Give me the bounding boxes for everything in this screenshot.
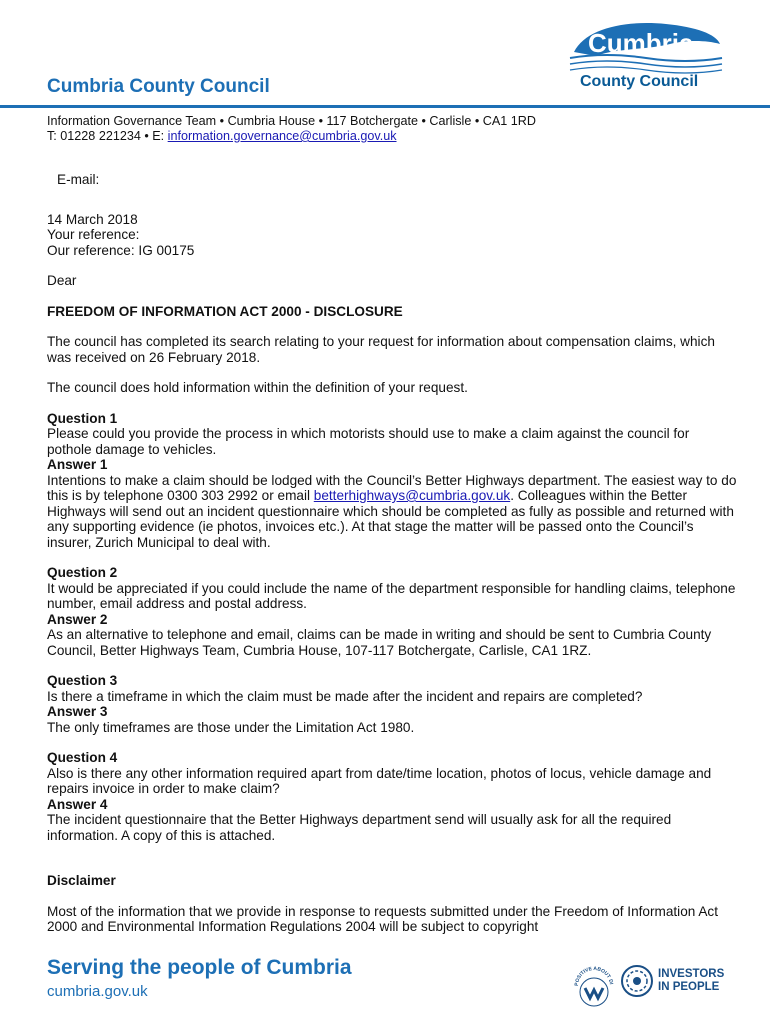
answer-1-label: Answer 1 [47, 457, 108, 472]
answer-1-text-end: . Colleagues within the Better Highways will send out an incident questionnaire which should be completed as fully as possible and returned with any supporting evidence (ie photos, invoices etc.). At that stage the matter will be passed onto the Council’s insurer, Zurich Municipal to deal with. [47, 488, 734, 550]
page-title: Cumbria County Council [47, 76, 270, 97]
answer-4-text: The incident questionnaire that the Better Highways department send will usually ask for all the required information. A copy of this is attached. [47, 812, 672, 843]
answer-2-text: As an alternative to telephone and email, claims can be made in writing and should be sent to Cumbria County Council, Better Highways Team, Cumbria House, 107-117 Botchergate, Carlisle, CA1 1RZ. [47, 627, 712, 658]
logo-word: Cumbria [588, 28, 694, 58]
disclaimer-text: Most of the information that we provide in response to requests submitted under the Freedom of Information Act 2000 and Environmental Information Regulations 2004 will be subject to copyright [47, 903, 718, 934]
intro-paragraph-2: The council does hold information within the definition of your request. [47, 380, 468, 395]
iip-line-2: IN PEOPLE [658, 980, 720, 993]
question-1-label: Question 1 [47, 410, 118, 426]
disability-badge [572, 964, 616, 1008]
question-3-text: Is there a timeframe in which the claim must be made after the incident and repairs are completed? [47, 688, 643, 704]
question-3-label: Question 3 [47, 673, 118, 688]
contact-phone-email [47, 129, 536, 144]
contact-phone: T: 01228 221234 • E: [47, 129, 168, 143]
contact-address: Information Governance Team • Cumbria House • 117 Botchergate • Carlisle • CA1 1RD [47, 114, 536, 128]
answer-1-text-start: Intentions to make a claim should be lodged with the Council’s Better Highways department. The easiest way to do this is by telephone 0300 303 2992 or email [47, 472, 737, 503]
contact-email-link[interactable]: information.governance@cumbria.gov.uk [167, 129, 397, 143]
answer-3-label: Answer 3 [47, 704, 108, 719]
better-highways-email-link[interactable]: betterhighways@cumbria.gov.uk [313, 488, 511, 503]
contact-block [47, 114, 536, 144]
badge-text: POSITIVE ABOUT DI [573, 965, 614, 987]
letter-heading: FREEDOM OF INFORMATION ACT 2000 - DISCLOSURE [47, 303, 403, 319]
header-divider [0, 105, 770, 108]
email-label: E-mail: [57, 172, 100, 187]
footer-slogan: Serving the people of Cumbria [47, 956, 352, 979]
logo-subtitle: County Council [580, 73, 699, 90]
question-2-label: Question 2 [47, 565, 118, 580]
question-4-label: Question 4 [47, 750, 118, 765]
disclaimer-heading: Disclaimer [47, 873, 116, 888]
footer-url-link[interactable]: cumbria.gov.uk [47, 983, 148, 1000]
our-reference: Our reference: IG 00175 [47, 242, 195, 258]
salutation: Dear [47, 273, 77, 288]
answer-3-text: The only timeframes are those under the Limitation Act 1980. [47, 719, 415, 735]
iip-line-1: INVESTORS [658, 968, 725, 980]
letter-body [47, 172, 737, 935]
question-4-text: Also is there any other information required apart from date/time location, photos of locus, vehicle damage and repairs invoice in order to make claim? [47, 765, 712, 796]
question-1-text: Please could you provide the process in which motorists should use to make a claim against the council for pothole damage to vehicles. [47, 426, 690, 457]
intro-paragraph-1: The council has completed its search relating to your request for information about compensation claims, which was received on 26 February 2018. [47, 334, 715, 365]
investors-in-people-icon [620, 964, 654, 998]
answer-4-label: Answer 4 [47, 796, 108, 812]
answer-2-label: Answer 2 [47, 611, 108, 627]
your-reference: Your reference: [47, 227, 140, 242]
investors-in-people-text [658, 968, 724, 993]
answer-1-text [47, 473, 737, 551]
letter-date: 14 March 2018 [47, 211, 138, 227]
question-2-text: It would be appreciated if you could include the name of the department responsible for handling claims, telephone number, email address and postal address. [47, 580, 736, 611]
